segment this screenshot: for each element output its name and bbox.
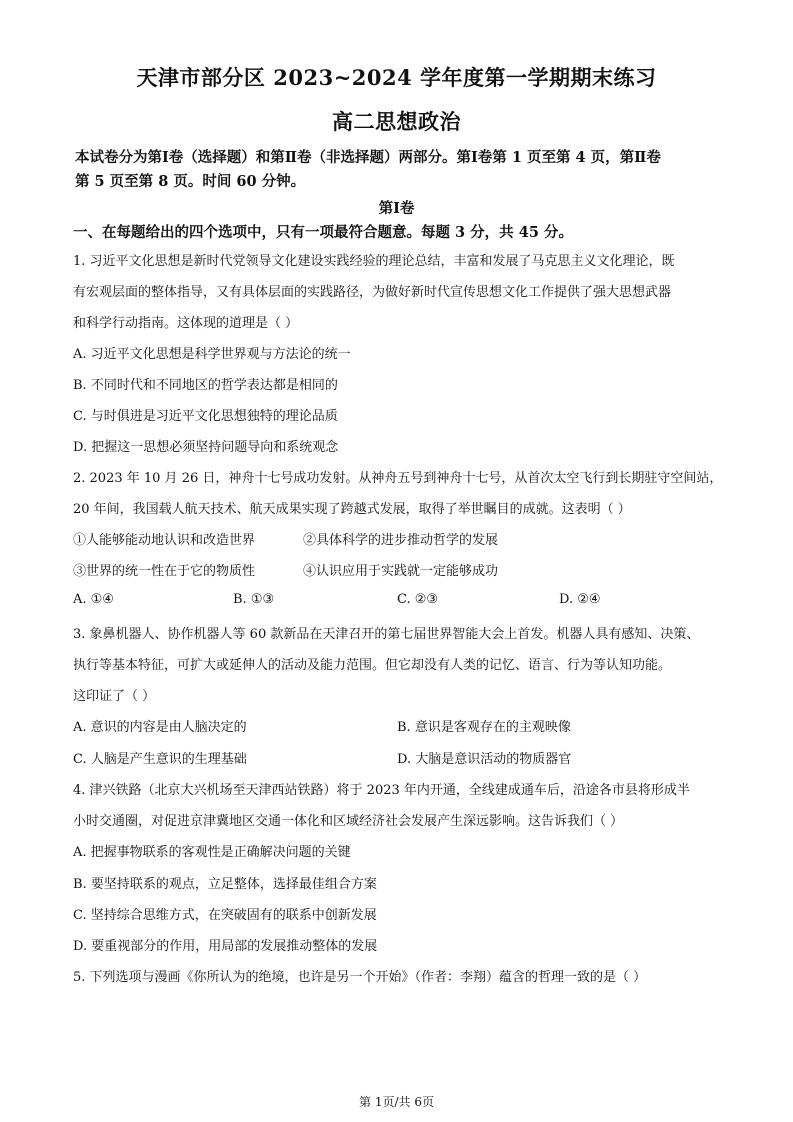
part-title: 第Ⅰ卷 [378,200,415,217]
question-3-stem: 3. 象鼻机器人、协作机器人等 60 款新品在天津召开的第七届世界智能大会上首发。机器人具有感知、决策、 [73,627,700,642]
question-1-option-c: C. 与时俱进是习近平文化思想独特的理论品质 [73,409,338,424]
intro-line: 第 5 页至第 8 页。时间 60 分钟。 [75,173,306,190]
question-3-option-d: D. 大脑是意识活动的物质器官 [397,752,572,767]
exam-intro [75,146,735,194]
question-1-stem: 和科学行动指南。这体现的道理是（ ） [73,316,299,331]
question-4-stem: 小时交通圈，对促进京津冀地区交通一体化和区域经济社会发展产生深远影响。这告诉我们（ ） [73,814,624,829]
question-2-stem: 2. 2023 年 10 月 26 日，神舟十七号成功发射。从神舟五号到神舟十七号，从首次太空飞行到长期驻守空间站， [73,471,723,486]
question-3-stem: 执行等基本特征，可扩大或延伸人的活动及能力范围。但它却没有人类的记忆、语言、行为等认知功能。 [73,658,672,673]
intro-line: 本试卷分为第Ⅰ卷（选择题）和第Ⅱ卷（非选择题）两部分。第Ⅰ卷第 1 页至第 4 页，第Ⅱ卷 [75,149,661,166]
question-2-stem: 20 年间，我国载人航天技术、航天成果实现了跨越式发展，取得了举世瞩目的成就。这表明（ ） [73,502,631,517]
question-3-option-b: B. 意识是客观存在的主观映像 [397,720,571,735]
question-2-option-a: A. ①④ [73,592,114,607]
question-1-stem: 1. 习近平文化思想是新时代党领导文化建设实践经验的理论总结，丰富和发展了马克思主义文化理论，既 [73,254,675,269]
question-2-option-b: B. ①③ [233,592,275,607]
question-1-option-d: D. 把握这一思想必须坚持问题导向和系统观念 [73,440,339,455]
question-2-statement-3: ③世界的统一性在于它的物质性 [73,564,256,579]
question-2-statement-1: ①人能够能动地认识和改造世界 [73,533,256,548]
question-3-option-c: C. 人脑是产生意识的生理基础 [73,752,247,767]
question-3-stem: 这印证了（ ） [73,689,156,704]
question-4-option-d: D. 要重视部分的作用，用局部的发展推动整体的发展 [73,939,378,954]
question-4-option-c: C. 坚持综合思维方式，在突破固有的联系中创新发展 [73,908,377,923]
question-1-option-a: A. 习近平文化思想是科学世界观与方法论的统一 [73,347,351,362]
question-1-option-b: B. 不同时代和不同地区的哲学表达都是相同的 [73,378,338,393]
question-4-option-a: A. 把握事物联系的客观性是正确解决问题的关键 [73,845,351,860]
question-2-option-c: C. ②③ [397,592,439,607]
question-4-option-b: B. 要坚持联系的观点，立足整体，选择最佳组合方案 [73,877,377,892]
question-5-stem: 5. 下列选项与漫画《你所认为的绝境，也许是另一个开始》（作者：李翔）蕴含的哲理一致的是（ ） [73,970,647,985]
exam-title: 天津市部分区 2023~2024 学年度第一学期期末练习 [136,65,657,90]
exam-subtitle: 高二思想政治 [332,109,461,134]
question-2-option-d: D. ②④ [559,592,601,607]
section-instruction: 一、在每题给出的四个选项中，只有一项最符合题意。每题 3 分，共 45 分。 [73,224,573,241]
question-1-stem: 有宏观层面的整体指导，又有具体层面的实践路径，为做好新时代宣传思想文化工作提供了强大思想武器 [73,285,672,300]
page-number: 第 1页/共 6页 [359,1095,434,1109]
question-2-statement-4: ④认识应用于实践就一定能够成功 [303,564,499,579]
question-3-option-a: A. 意识的内容是由人脑决定的 [73,720,247,735]
question-2-statement-2: ②具体科学的进步推动哲学的发展 [303,533,499,548]
question-4-stem: 4. 津兴铁路（北京大兴机场至天津西站铁路）将于 2023 年内开通，全线建成通车后，沿途各市县将形成半 [73,783,690,798]
